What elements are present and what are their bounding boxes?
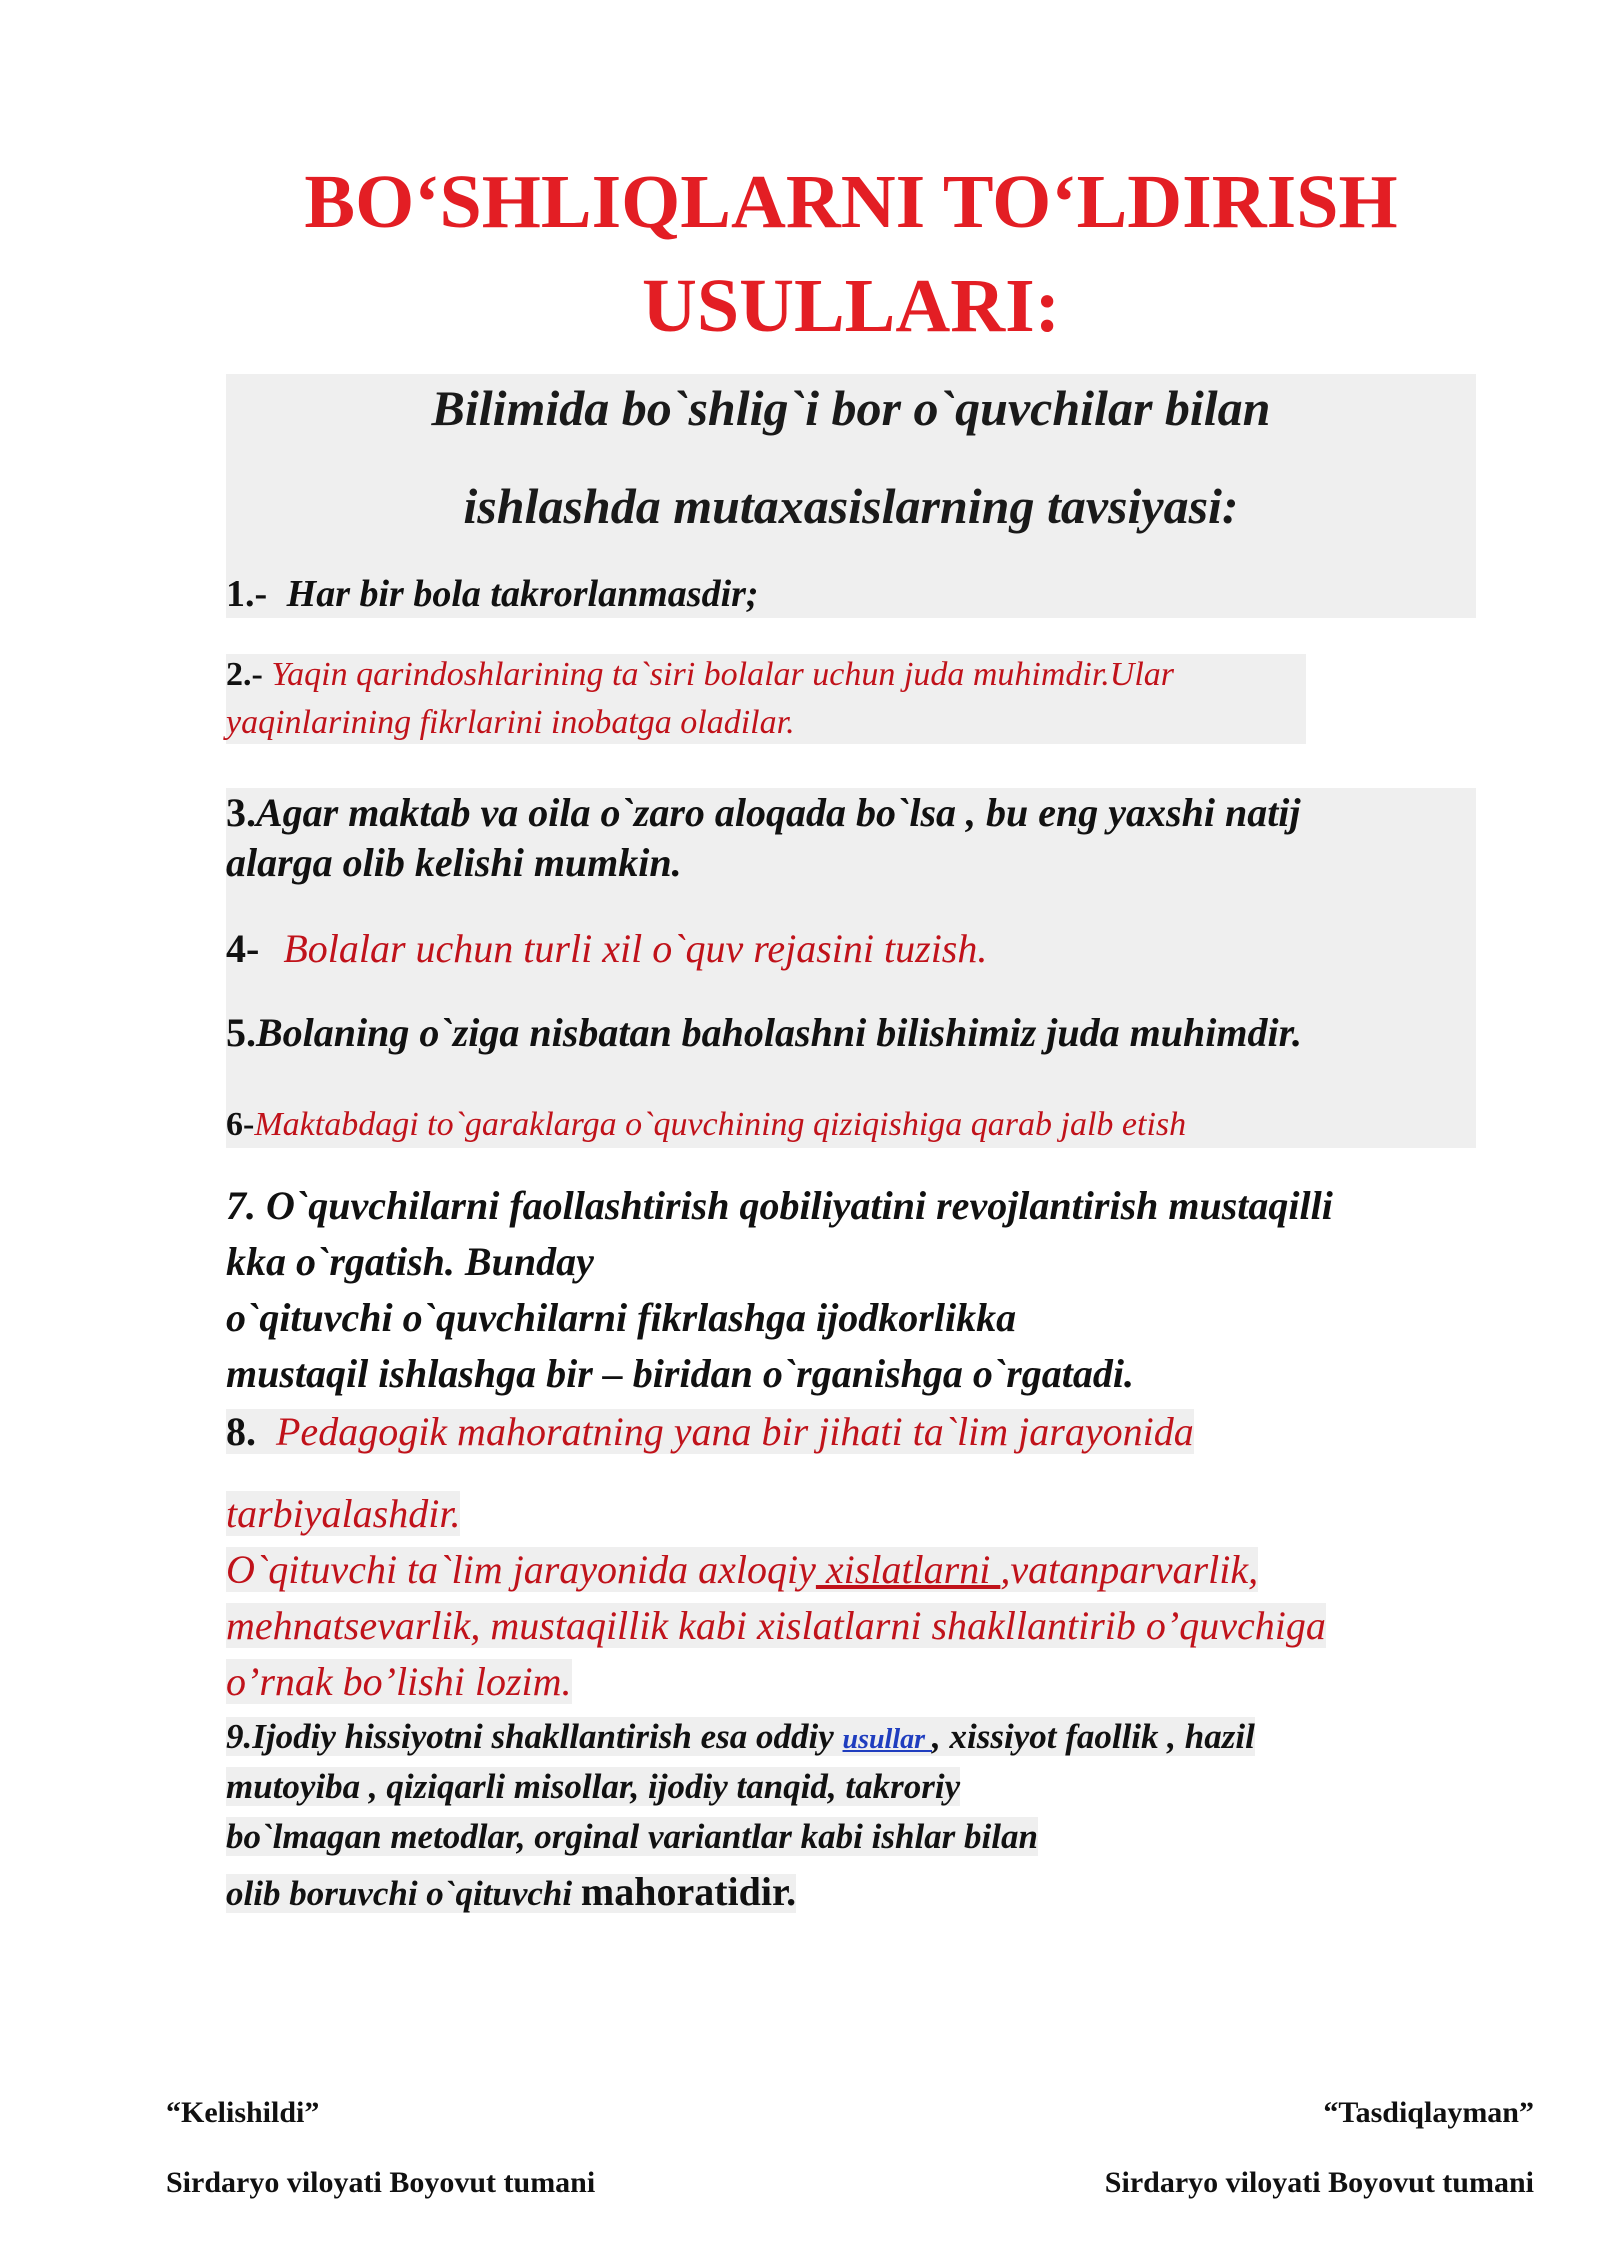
item-4-text: Bolalar uchun turli xil o`quv rejasini tuzish. [283, 926, 988, 971]
item-8-text-4: mehnatsevarlik, mustaqillik kabi xislatlarni shakllantirib o’quvchiga [226, 1603, 1326, 1648]
item-6-text: Maktabdagi to`garaklarga o`quvchining qiziqishiga qarab jalb etish [254, 1106, 1187, 1143]
list-item-1 [226, 570, 759, 618]
item-9-text-1b: , xissiyot faollik , hazil [932, 1717, 1255, 1756]
item-8-text-3a: O`qituvchi ta`lim jarayonida axloqiy [226, 1547, 816, 1592]
item-9-text-4b: mahoratidir. [580, 1869, 797, 1914]
item-8-text-3b: xislatlarni [815, 1547, 1001, 1592]
item-8-number: 8. [226, 1409, 256, 1454]
list-item-9-line-2 [226, 1762, 960, 1812]
subtitle-line-1: Bilimida bo`shlig`i bor o`quvchilar bilan [431, 380, 1271, 436]
item-9-text-4a: olib boruvchi o`qituvchi [226, 1874, 581, 1913]
list-item-8-line-4 [226, 1598, 1326, 1654]
item-8-text-5: o’rnak bo’lishi lozim. [226, 1659, 572, 1704]
footer-right-org: Sirdaryo viloyati Boyovut tumani [1104, 2166, 1534, 2199]
footer-left-org: Sirdaryo viloyati Boyovut tumani [166, 2166, 596, 2199]
item-1-text: Har bir bola takrorlanmasdir; [286, 573, 759, 615]
footer-right-title: “Tasdiqlayman” [1323, 2096, 1534, 2129]
item-8-text-1: Pedagogik mahoratning yana bir jihati ta`lim jarayonida [276, 1409, 1194, 1454]
list-item-9-line-3 [226, 1812, 1038, 1862]
item-6-number: 6- [226, 1106, 255, 1143]
item-3-number: 3. [226, 790, 256, 835]
list-item-8-line-1 [226, 1404, 1194, 1460]
item-2-number: 2.- [226, 656, 263, 693]
list-item-8-line-3 [226, 1542, 1258, 1598]
list-item-5 [226, 1008, 1302, 1058]
item-8-text-2: tarbiyalashdir. [226, 1491, 461, 1536]
list-item-8-line-2 [226, 1486, 460, 1542]
list-item-4 [226, 924, 987, 974]
list-item-7-line-1: 7. O`quvchilarni faollashtirish qobiliyatini revojlantirish mustaqilli [226, 1183, 1333, 1228]
list-item-9-line-4 [226, 1864, 796, 1922]
item-8-text-3c: ,vatanparvarlik, [1000, 1547, 1259, 1592]
item-1-number: 1.- [226, 573, 268, 615]
item-9-text-1a: 9.Ijodiy hissiyotni shakllantirish esa oddiy [226, 1717, 843, 1756]
list-item-9-line-1 [226, 1712, 1255, 1765]
item-5-text: Bolaning o`ziga nisbatan baholashni bilishimiz juda muhimdir. [256, 1010, 1302, 1055]
list-item-2-line-2: yaqinlarining fikrlarini inobatga oladilar. [226, 704, 795, 741]
page-title-line-1: BO‘SHLIQLARNI TO‘LDIRISH [304, 160, 1398, 244]
list-item-7-line-4: mustaqil ishlashga bir – biridan o`rganishga o`rgatadi. [226, 1351, 1135, 1396]
usullar-link[interactable]: usullar [842, 1724, 932, 1755]
list-item-3-line-1 [226, 788, 1301, 838]
list-item-7-line-3: o`qituvchi o`quvchilarni fikrlashga ijodkorlikka [226, 1295, 1017, 1340]
item-2-text-a: Yaqin qarindoshlarining ta`siri bolalar uchun juda muhimdir.Ular [271, 656, 1175, 693]
list-item-8-line-5 [226, 1654, 572, 1710]
page-title-line-2: USULLARI: [641, 264, 1061, 348]
list-item-7-line-2: kka o`rgatish. Bunday [226, 1239, 594, 1284]
subtitle-line-2: ishlashda mutaxasislarning tavsiyasi: [463, 478, 1239, 534]
item-4-number: 4- [226, 926, 260, 971]
item-9-text-2: mutoyiba , qiziqarli misollar, ijodiy tanqid, takroriy [226, 1767, 961, 1806]
item-9-text-3: bo`lmagan metodlar, orginal variantlar kabi ishlar bilan [226, 1817, 1038, 1856]
item-3-text-a: Agar maktab va oila o`zaro aloqada bo`lsa , bu eng yaxshi natij [256, 790, 1301, 835]
list-item-2-line-1 [226, 652, 1174, 698]
item-5-number: 5. [226, 1010, 256, 1055]
footer-left-title: “Kelishildi” [166, 2096, 320, 2129]
list-item-6 [226, 1102, 1186, 1148]
list-item-3-line-2: alarga olib kelishi mumkin. [226, 840, 682, 885]
